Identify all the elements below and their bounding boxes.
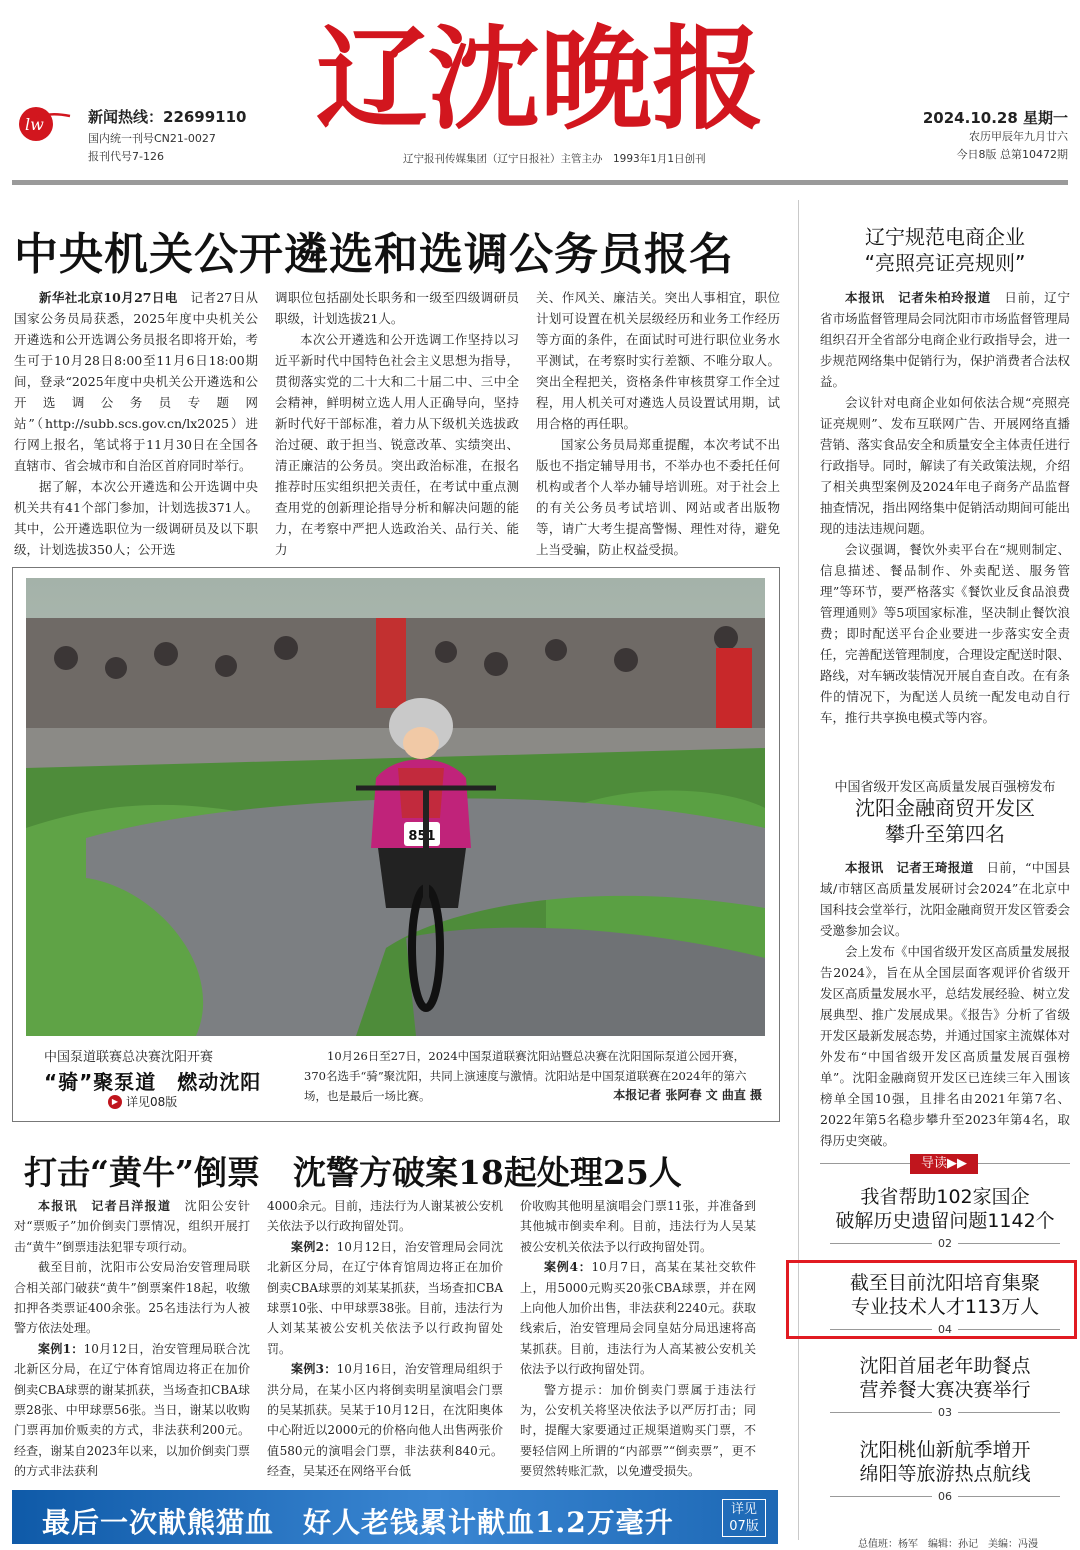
paragraph: 关、作风关、廉洁关。突出人事相宜，职位计划可设置在机关层级经历和业务工作经历等方面的条件，在面试时可进行职位业务水平测试，在考察时实行差额、不唯分取人。突出全程把关，资格条件审核贯穿工作全过程，用人机关可对遴选人员设置试用期，试用合格的再任职。 [536, 290, 780, 431]
news-hotline: 新闻热线：22699110 [88, 108, 247, 126]
photo-caption: 10月26日至27日，2024中国泵道联赛沈阳站暨总决赛在沈阳国际泵道公园开赛，370名选手“骑”聚沈阳，共同上演速度与激情。沈阳站是中国泵道联赛在2024年的第六场，也是最后一场比赛。 [304, 1049, 747, 1103]
paragraph: 沈阳公安针对“票贩子”加价倒卖门票情况，组织开展打击“黄牛”倒票违法犯罪专项行动。 [14, 1199, 250, 1254]
paragraph: 会议强调，餐饮外卖平台在“规则制定、信息描述、餐品制作、外卖配送、服务管理”等环节，要严格落实《餐饮业反食品浪费管理通则》等5项国家标准，坚决制止餐饮浪费；即时配送平台企业要进一步落实安全责任，完善配送管理制度，合理设定配送时限、路线，对车辆改装情况开展自查自改。在有条件的情况下，为配送人员统一配发电动自行车，推行共享换电模式等内容。 [820, 542, 1071, 725]
masthead-divider [12, 180, 1068, 185]
masthead [0, 0, 1080, 190]
dateline: 新华社北京10月27日电 [39, 290, 178, 305]
lead-article [14, 287, 780, 557]
guide-item[interactable] [820, 1438, 1070, 1503]
edition-info: 今日8版 总第10472期 [956, 148, 1068, 161]
article-column [267, 1196, 503, 1478]
paragraph: 截至目前，沈阳市公安局治安管理局联合相关部门破获“黄牛”倒票案件18起，收缴扣押各类票证400余张。25名违法行为人被警方依法处理。 [14, 1260, 250, 1336]
article-column [14, 1196, 250, 1478]
lunar-date: 农历甲辰年九月廿六 [969, 130, 1068, 143]
guide-title-line: 营养餐大赛决赛举行 [859, 1379, 1031, 1401]
photo-credit: 本报记者 张阿春 文 曲直 摄 [613, 1088, 762, 1102]
right-story-kicker: 中国省级开发区高质量发展百强榜发布 [834, 780, 1056, 795]
dateline: 本报讯 记者王琦报道 [845, 860, 974, 875]
second-article [14, 1196, 780, 1478]
news-photo[interactable] [26, 578, 765, 1036]
paragraph: 调职位包括副处长职务和一级至四级调研员职级，计划选拔21人。 [275, 290, 519, 326]
right-story-title [820, 224, 1070, 276]
paragraph: 价收购其他明星演唱会门票11张，并准备到其他城市倒卖牟利。目前，违法行为人吴某被公安机关依法予以行政拘留处罚。 [520, 1199, 756, 1254]
case-label: 案例4： [544, 1260, 592, 1275]
guide-title-line: 专业技术人才113万人 [850, 1296, 1040, 1318]
title-line: 辽宁规范电商企业 [865, 225, 1025, 249]
paragraph: 据了解，本次公开遴选和公开选调中央机关共有41个部门参加，计划选拔371人。其中，公开遴选职位为一级调研员及以下职级，计划选拔350人；公开选 [14, 479, 258, 557]
play-icon: ▶ [108, 1095, 122, 1109]
guide-title-line: 绵阳等旅游热点航线 [859, 1463, 1031, 1485]
banner-see-label: 详见 [730, 1502, 757, 1517]
paragraph: 国家公务员局郑重提醒，本次考试不出版也不指定辅导用书，不举办也不委托任何机构或者个人举办辅导培训班。对于社会上的有关公务员考试培训、网站或者出版物等，请广大考生提高警惕、理性对待，避免上当受骗，防止权益受损。 [536, 437, 780, 557]
paragraph: 4000余元。目前，违法行为人谢某被公安机关依法予以行政拘留处罚。 [267, 1199, 503, 1234]
right-story-body [820, 287, 1070, 752]
article-column [14, 287, 258, 557]
highlight-frame [786, 1260, 1077, 1339]
bmx-rider-photo [26, 578, 765, 1036]
paragraph: 10月12日，治安管理局联合沈北新区分局，在辽宁体育馆周边将正在加价倒卖CBA球票的谢某抓获，当场查扣CBA球票28张、中甲球票56张。当日，谢某以收购门票再加价贩卖的方式，非法获利200元。经查，谢某自2023年以来，以加价倒卖门票的方式非法获利 [14, 1341, 250, 1479]
article-column [275, 287, 519, 557]
title-calligraphy: 辽沈晚报 [316, 14, 764, 145]
paragraph: 本次公开遴选和公开选调工作坚持以习近平新时代中国特色社会主义思想为指导，贯彻落实党的二十大和二十届二中、三中全会精神，鲜明树立选人用人正确导向，坚持新时代好干部标准，着力从下级机关选拔政治过硬、敢于担当、锐意改革、实绩突出、清正廉洁的公务员。突出政治标准，在报名推荐时压实组织把关责任，在考试中重点测查用党的创新理论指导分析和解决问题的能力，在考察中严把人选政治关、品行关、能力 [275, 332, 519, 557]
guide-page-number: 03 [830, 1406, 1060, 1419]
second-headline: 打击“黄牛”倒票 沈警方破案18起处理25人 [24, 1153, 682, 1192]
guide-title-line: 沈阳桃仙新航季增开 [859, 1439, 1031, 1461]
photo-kicker: 中国泵道联赛总决赛沈阳开赛 [44, 1050, 214, 1065]
dateline: 本报讯 记者吕洋报道 [38, 1199, 172, 1213]
case-label: 案例1： [38, 1341, 84, 1356]
see-page-label: 详见08版 [126, 1095, 178, 1109]
paragraph: 会议针对电商企业如何依法合规“亮照亮证亮规则”、发布互联网广告、开展网络直播营销、落实食品安全和质量安全主体责任进行行政指导。同时，解读了有关政策法规，介绍了相关典型案例及2024年电子商务产品监督抽查情况，指出网络集中促销活动期间可能出现的违法违规问题。 [820, 395, 1071, 536]
guide-page-number: 06 [830, 1490, 1060, 1503]
guide-title-line: 截至目前沈阳培育集聚 [849, 1272, 1040, 1294]
paragraph: 10月12日，治安管理局会同沈北新区分局，在辽宁体育馆周边将正在加价倒卖CBA球票的刘某某抓获，当场查扣CBA球票10张、中甲球票38张。目前，违法行为人刘某某被公安机关依法予以行政拘留处罚。 [267, 1239, 503, 1356]
column-divider [798, 200, 799, 1540]
title-line: “亮照亮证亮规则” [864, 251, 1026, 275]
see-page-link[interactable] [108, 1093, 177, 1110]
banner-see-page[interactable] [722, 1499, 766, 1537]
dateline: 本报讯 记者朱柏玲报道 [845, 290, 992, 305]
guide-title-line: 破解历史遗留问题1142个 [835, 1210, 1055, 1232]
paragraph: 警方提示：加价倒卖门票属于违法行为，公安机关将坚决依法予以严厉打击；同时，提醒大家要通过正规渠道购买门票，不要轻信网上所谓的“内部票”“倒卖票”，更不要贸然转账汇款，以免遭受损失。 [520, 1382, 756, 1479]
right-story-body [820, 857, 1071, 1148]
guide-item[interactable] [820, 1185, 1070, 1250]
newspaper-logo-icon [14, 104, 72, 144]
newspaper-title [285, 6, 795, 146]
guide-title-line: 我省帮助102家国企 [860, 1186, 1030, 1208]
race-bib-number: 851 [408, 829, 436, 844]
title-line: 攀升至第四名 [885, 822, 1005, 846]
paragraph: 会上发布《中国省级开发区高质量发展报告2024》，旨在从全国层面客观评价省级开发区高质量发展水平，总结发展经验、树立发展典型、推广发展成果。《报告》分析了省级开发区最新发展态势，并通过国家主流媒体对外发布“中国省级开发区高质量发展百强榜单”。沈阳金融商贸开发区已连续三年入围该榜单全国10强，且排名由2021年第7名、2022年第5名稳步攀升至2023年第4名，取得历史突破。 [820, 944, 1071, 1148]
case-label: 案例2： [291, 1239, 337, 1254]
post-code: 报刊代号7-126 [88, 150, 164, 163]
cn-code: 国内统一刊号CN21-0027 [88, 132, 216, 145]
paragraph: 记者27日从国家公务员局获悉，2025年度中央机关公开遴选和公开选调公务员报名即将开始，考生可于10月28日8:00至11月6日18:00期间，登录“2025年度中央机关公开遴选和公开选调公务员专题网站”（http://subb.scs.gov.cn/lx2025）进行网上报名，笔试将于11月30日在全国各直辖市、省会城市和自治区首府同时举行。 [14, 290, 258, 473]
paragraph: 日前，辽宁省市场监督管理局会同沈阳市市场监督管理局组织召开全省部分电商企业行政指导会，进一步规范网络集中促销行为，保护消费者合法权益。 [820, 290, 1071, 389]
paragraph: 日前，“中国县域/市辖区高质量发展研讨会2024”在北京中国科技会堂举行，沈阳金融商贸开发区管委会受邀参加会议。 [820, 860, 1071, 938]
banner-page-label: 07版 [729, 1519, 759, 1534]
guide-badge: 导读▶▶ [910, 1154, 978, 1174]
issue-date: 2024.10.28 星期一 [922, 109, 1068, 127]
staff-credits: 总值班：杨军 编辑：孙记 美编：冯漫 [858, 1539, 1038, 1550]
guide-page-number: 02 [830, 1237, 1060, 1250]
paragraph: 10月7日，高某在某社交软件上，用5000元购买20张CBA球票，并在网上向他人加价出售，非法获利2240元。获取线索后，治安管理局会同皇姑分局迅速将高某抓获。目前，违法行为人高某被公安机关依法予以行政拘留处罚。 [520, 1260, 757, 1377]
article-column [820, 287, 1070, 728]
right-story-title [820, 795, 1070, 847]
title-line: 沈阳金融商贸开发区 [855, 796, 1035, 820]
paragraph: 10月16日，治安管理局组织于洪分局，在某小区内将倒卖明星演唱会门票的吴某抓获。吴某于10月12日，在沈阳奥体中心附近以2000元的价格向他人出售两张价值580元的演唱会门票，非法获利840元。经查，吴某还在网络平台低 [267, 1362, 503, 1479]
photo-title: “骑”聚泵道 燃动沈阳 [44, 1070, 262, 1094]
case-label: 案例3： [291, 1362, 337, 1377]
guide-item[interactable] [820, 1354, 1070, 1419]
guide-page-number: 04 [830, 1323, 1060, 1336]
article-column [820, 857, 1070, 1151]
lead-headline: 中央机关公开遴选和选调公务员报名 [14, 229, 734, 280]
banner-headline: 最后一次献熊猫血 好人老钱累计献血1.2万毫升 [42, 1506, 674, 1539]
logo-letters: lw [25, 115, 44, 134]
guide-title-line: 沈阳首届老年助餐点 [859, 1355, 1031, 1377]
article-column [536, 287, 780, 557]
article-column [520, 1196, 756, 1478]
publisher-line: 辽宁报刊传媒集团（辽宁日报社）主管主办 1993年1月1日创刊 [403, 153, 706, 165]
